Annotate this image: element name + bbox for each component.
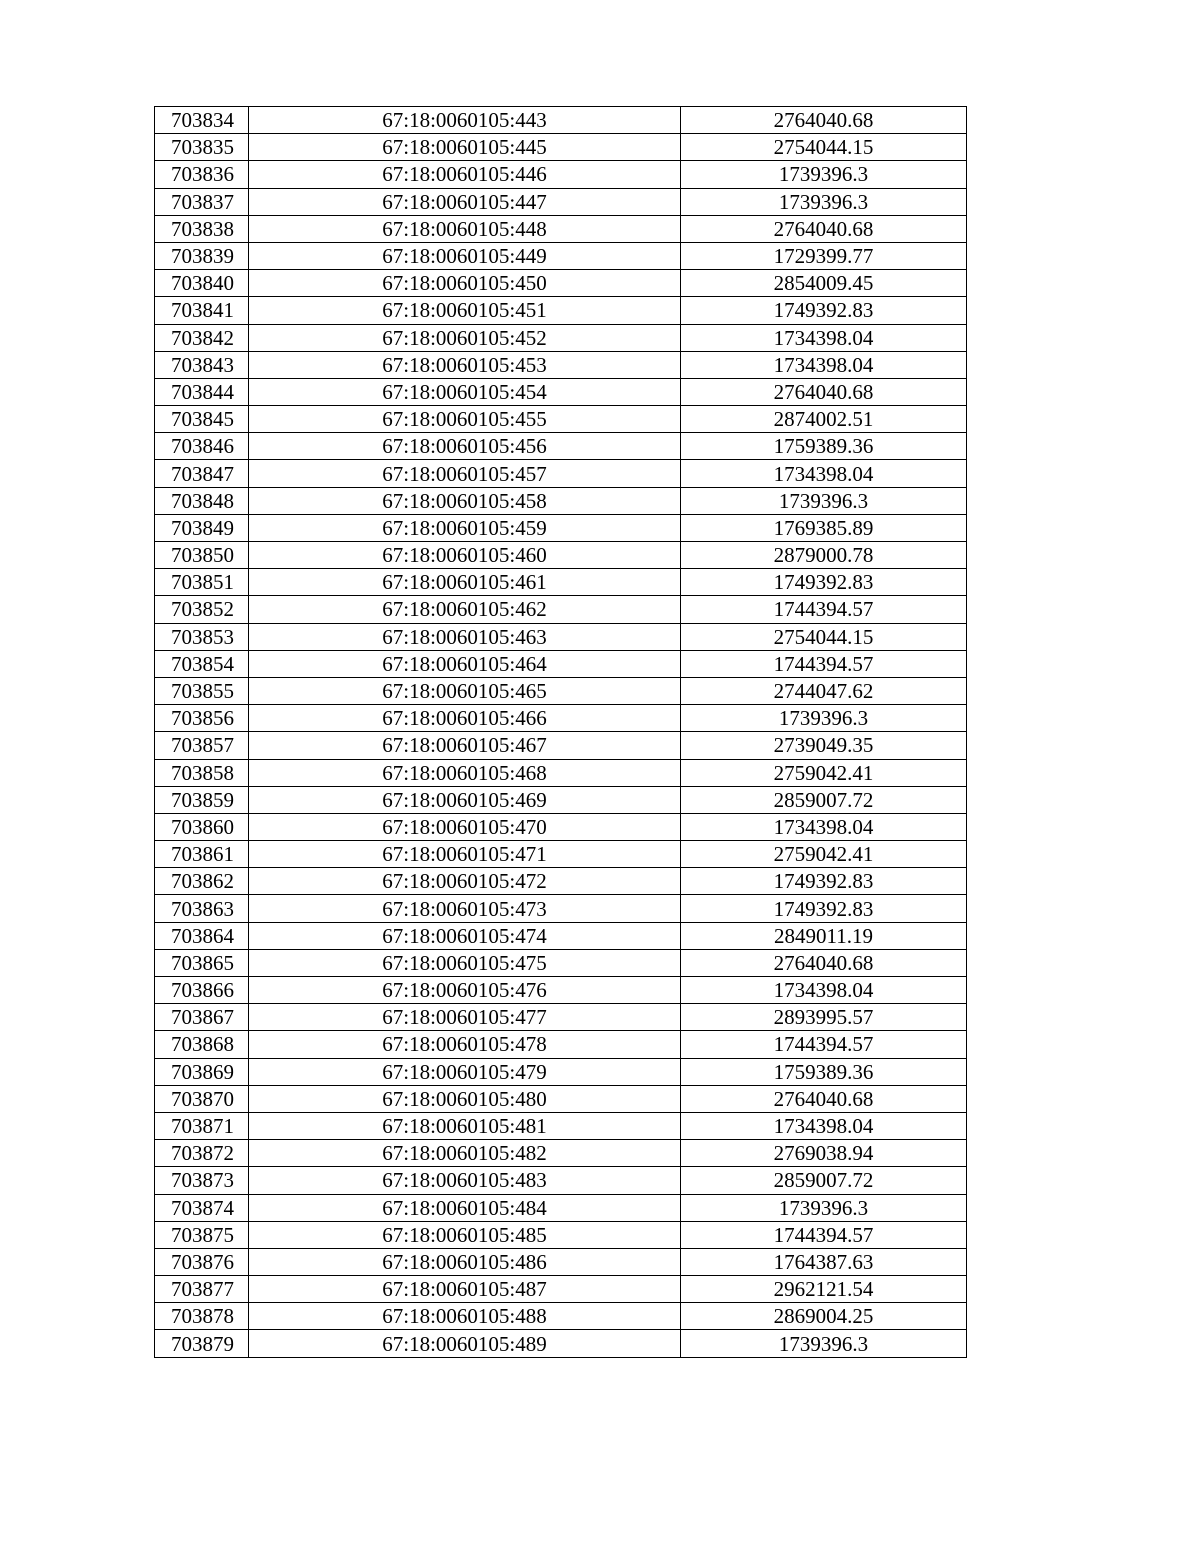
value-cell: 2962121.54 — [681, 1276, 967, 1303]
row-number-cell: 703854 — [155, 650, 249, 677]
value-cell: 1744394.57 — [681, 1031, 967, 1058]
value-cell: 1749392.83 — [681, 868, 967, 895]
row-number-cell: 703846 — [155, 433, 249, 460]
value-cell: 1749392.83 — [681, 297, 967, 324]
value-cell: 2764040.68 — [681, 215, 967, 242]
row-number-cell: 703869 — [155, 1058, 249, 1085]
cadastral-number-cell: 67:18:0060105:456 — [249, 433, 681, 460]
table-row — [155, 650, 967, 677]
row-number-cell: 703843 — [155, 351, 249, 378]
cadastral-number-cell: 67:18:0060105:466 — [249, 705, 681, 732]
table-row — [155, 1248, 967, 1275]
table-row — [155, 406, 967, 433]
value-cell: 1739396.3 — [681, 188, 967, 215]
cadastral-number-cell: 67:18:0060105:472 — [249, 868, 681, 895]
value-cell: 1749392.83 — [681, 895, 967, 922]
table-row — [155, 324, 967, 351]
table-row — [155, 813, 967, 840]
table-row — [155, 1330, 967, 1357]
row-number-cell: 703856 — [155, 705, 249, 732]
row-number-cell: 703875 — [155, 1221, 249, 1248]
value-cell: 1734398.04 — [681, 813, 967, 840]
row-number-cell: 703857 — [155, 732, 249, 759]
value-cell: 2859007.72 — [681, 786, 967, 813]
value-cell: 2759042.41 — [681, 759, 967, 786]
value-cell: 1744394.57 — [681, 650, 967, 677]
value-cell: 1744394.57 — [681, 1221, 967, 1248]
table-row — [155, 1303, 967, 1330]
cadastral-number-cell: 67:18:0060105:469 — [249, 786, 681, 813]
value-cell: 2764040.68 — [681, 378, 967, 405]
table-row — [155, 732, 967, 759]
cadastral-number-cell: 67:18:0060105:485 — [249, 1221, 681, 1248]
row-number-cell: 703850 — [155, 542, 249, 569]
cadastral-number-cell: 67:18:0060105:482 — [249, 1140, 681, 1167]
value-cell: 1764387.63 — [681, 1248, 967, 1275]
row-number-cell: 703855 — [155, 677, 249, 704]
table-row — [155, 134, 967, 161]
table-row — [155, 1167, 967, 1194]
cadastral-number-cell: 67:18:0060105:480 — [249, 1085, 681, 1112]
row-number-cell: 703841 — [155, 297, 249, 324]
table-row — [155, 677, 967, 704]
table-row — [155, 1194, 967, 1221]
row-number-cell: 703879 — [155, 1330, 249, 1357]
row-number-cell: 703847 — [155, 460, 249, 487]
table-row — [155, 1058, 967, 1085]
cadastral-number-cell: 67:18:0060105:445 — [249, 134, 681, 161]
row-number-cell: 703876 — [155, 1248, 249, 1275]
value-cell: 1734398.04 — [681, 977, 967, 1004]
cadastral-number-cell: 67:18:0060105:464 — [249, 650, 681, 677]
row-number-cell: 703864 — [155, 922, 249, 949]
table-row — [155, 623, 967, 650]
row-number-cell: 703867 — [155, 1004, 249, 1031]
cadastral-number-cell: 67:18:0060105:449 — [249, 242, 681, 269]
cadastral-number-cell: 67:18:0060105:465 — [249, 677, 681, 704]
table-row — [155, 297, 967, 324]
table-row — [155, 1085, 967, 1112]
table-row — [155, 786, 967, 813]
table-row — [155, 242, 967, 269]
value-cell: 2859007.72 — [681, 1167, 967, 1194]
value-cell: 1749392.83 — [681, 569, 967, 596]
row-number-cell: 703878 — [155, 1303, 249, 1330]
cadastral-number-cell: 67:18:0060105:463 — [249, 623, 681, 650]
cadastral-number-cell: 67:18:0060105:450 — [249, 270, 681, 297]
table-row — [155, 569, 967, 596]
value-cell: 2893995.57 — [681, 1004, 967, 1031]
value-cell: 1734398.04 — [681, 324, 967, 351]
cadastral-value-table — [154, 106, 967, 1358]
cadastral-number-cell: 67:18:0060105:486 — [249, 1248, 681, 1275]
row-number-cell: 703862 — [155, 868, 249, 895]
cadastral-number-cell: 67:18:0060105:488 — [249, 1303, 681, 1330]
table-row — [155, 270, 967, 297]
value-cell: 1744394.57 — [681, 596, 967, 623]
value-cell: 1739396.3 — [681, 1330, 967, 1357]
row-number-cell: 703838 — [155, 215, 249, 242]
value-cell: 2764040.68 — [681, 107, 967, 134]
value-cell: 2754044.15 — [681, 134, 967, 161]
cadastral-number-cell: 67:18:0060105:481 — [249, 1112, 681, 1139]
row-number-cell: 703866 — [155, 977, 249, 1004]
value-cell: 1734398.04 — [681, 351, 967, 378]
row-number-cell: 703852 — [155, 596, 249, 623]
table-row — [155, 1140, 967, 1167]
row-number-cell: 703849 — [155, 514, 249, 541]
value-cell: 2739049.35 — [681, 732, 967, 759]
cadastral-number-cell: 67:18:0060105:484 — [249, 1194, 681, 1221]
value-cell: 2744047.62 — [681, 677, 967, 704]
value-cell: 2849011.19 — [681, 922, 967, 949]
table-row — [155, 107, 967, 134]
value-cell: 1729399.77 — [681, 242, 967, 269]
value-cell: 1769385.89 — [681, 514, 967, 541]
row-number-cell: 703877 — [155, 1276, 249, 1303]
table-row — [155, 949, 967, 976]
table-row — [155, 514, 967, 541]
row-number-cell: 703859 — [155, 786, 249, 813]
cadastral-number-cell: 67:18:0060105:461 — [249, 569, 681, 596]
row-number-cell: 703851 — [155, 569, 249, 596]
row-number-cell: 703873 — [155, 1167, 249, 1194]
cadastral-number-cell: 67:18:0060105:446 — [249, 161, 681, 188]
row-number-cell: 703874 — [155, 1194, 249, 1221]
row-number-cell: 703871 — [155, 1112, 249, 1139]
value-cell: 2759042.41 — [681, 841, 967, 868]
table-row — [155, 977, 967, 1004]
cadastral-number-cell: 67:18:0060105:459 — [249, 514, 681, 541]
value-cell: 2764040.68 — [681, 949, 967, 976]
row-number-cell: 703863 — [155, 895, 249, 922]
row-number-cell: 703853 — [155, 623, 249, 650]
cadastral-number-cell: 67:18:0060105:476 — [249, 977, 681, 1004]
table-row — [155, 542, 967, 569]
value-cell: 1734398.04 — [681, 460, 967, 487]
value-cell: 1739396.3 — [681, 161, 967, 188]
cadastral-number-cell: 67:18:0060105:448 — [249, 215, 681, 242]
value-cell: 2869004.25 — [681, 1303, 967, 1330]
cadastral-number-cell: 67:18:0060105:467 — [249, 732, 681, 759]
table-row — [155, 351, 967, 378]
cadastral-number-cell: 67:18:0060105:479 — [249, 1058, 681, 1085]
cadastral-number-cell: 67:18:0060105:471 — [249, 841, 681, 868]
table-row — [155, 1031, 967, 1058]
value-cell: 1734398.04 — [681, 1112, 967, 1139]
cadastral-number-cell: 67:18:0060105:477 — [249, 1004, 681, 1031]
cadastral-number-cell: 67:18:0060105:462 — [249, 596, 681, 623]
table-row — [155, 161, 967, 188]
table-row — [155, 922, 967, 949]
table-body — [155, 107, 967, 1358]
row-number-cell: 703836 — [155, 161, 249, 188]
row-number-cell: 703844 — [155, 378, 249, 405]
table-row — [155, 895, 967, 922]
cadastral-number-cell: 67:18:0060105:489 — [249, 1330, 681, 1357]
table-row — [155, 705, 967, 732]
table-row — [155, 378, 967, 405]
row-number-cell: 703860 — [155, 813, 249, 840]
cadastral-number-cell: 67:18:0060105:474 — [249, 922, 681, 949]
row-number-cell: 703858 — [155, 759, 249, 786]
table-row — [155, 1221, 967, 1248]
cadastral-number-cell: 67:18:0060105:443 — [249, 107, 681, 134]
cadastral-number-cell: 67:18:0060105:455 — [249, 406, 681, 433]
row-number-cell: 703835 — [155, 134, 249, 161]
value-cell: 2769038.94 — [681, 1140, 967, 1167]
value-cell: 2754044.15 — [681, 623, 967, 650]
table-row — [155, 596, 967, 623]
cadastral-number-cell: 67:18:0060105:483 — [249, 1167, 681, 1194]
row-number-cell: 703840 — [155, 270, 249, 297]
cadastral-number-cell: 67:18:0060105:473 — [249, 895, 681, 922]
row-number-cell: 703865 — [155, 949, 249, 976]
row-number-cell: 703870 — [155, 1085, 249, 1112]
row-number-cell: 703837 — [155, 188, 249, 215]
value-cell: 2854009.45 — [681, 270, 967, 297]
cadastral-number-cell: 67:18:0060105:451 — [249, 297, 681, 324]
cadastral-number-cell: 67:18:0060105:453 — [249, 351, 681, 378]
value-cell: 1739396.3 — [681, 1194, 967, 1221]
table-row — [155, 841, 967, 868]
cadastral-number-cell: 67:18:0060105:468 — [249, 759, 681, 786]
row-number-cell: 703842 — [155, 324, 249, 351]
value-cell: 1759389.36 — [681, 1058, 967, 1085]
cadastral-number-cell: 67:18:0060105:447 — [249, 188, 681, 215]
table-row — [155, 433, 967, 460]
value-cell: 2764040.68 — [681, 1085, 967, 1112]
row-number-cell: 703839 — [155, 242, 249, 269]
table-row — [155, 487, 967, 514]
table-row — [155, 215, 967, 242]
value-cell: 1739396.3 — [681, 705, 967, 732]
row-number-cell: 703834 — [155, 107, 249, 134]
row-number-cell: 703872 — [155, 1140, 249, 1167]
table-row — [155, 1112, 967, 1139]
table-row — [155, 188, 967, 215]
cadastral-number-cell: 67:18:0060105:487 — [249, 1276, 681, 1303]
value-cell: 2874002.51 — [681, 406, 967, 433]
cadastral-number-cell: 67:18:0060105:460 — [249, 542, 681, 569]
value-cell: 1759389.36 — [681, 433, 967, 460]
cadastral-number-cell: 67:18:0060105:457 — [249, 460, 681, 487]
row-number-cell: 703868 — [155, 1031, 249, 1058]
cadastral-number-cell: 67:18:0060105:475 — [249, 949, 681, 976]
table-row — [155, 1276, 967, 1303]
row-number-cell: 703845 — [155, 406, 249, 433]
cadastral-number-cell: 67:18:0060105:458 — [249, 487, 681, 514]
cadastral-number-cell: 67:18:0060105:452 — [249, 324, 681, 351]
table-row — [155, 759, 967, 786]
table-row — [155, 1004, 967, 1031]
value-cell: 2879000.78 — [681, 542, 967, 569]
cadastral-number-cell: 67:18:0060105:478 — [249, 1031, 681, 1058]
cadastral-number-cell: 67:18:0060105:470 — [249, 813, 681, 840]
row-number-cell: 703848 — [155, 487, 249, 514]
value-cell: 1739396.3 — [681, 487, 967, 514]
table-row — [155, 868, 967, 895]
row-number-cell: 703861 — [155, 841, 249, 868]
table-row — [155, 460, 967, 487]
cadastral-number-cell: 67:18:0060105:454 — [249, 378, 681, 405]
